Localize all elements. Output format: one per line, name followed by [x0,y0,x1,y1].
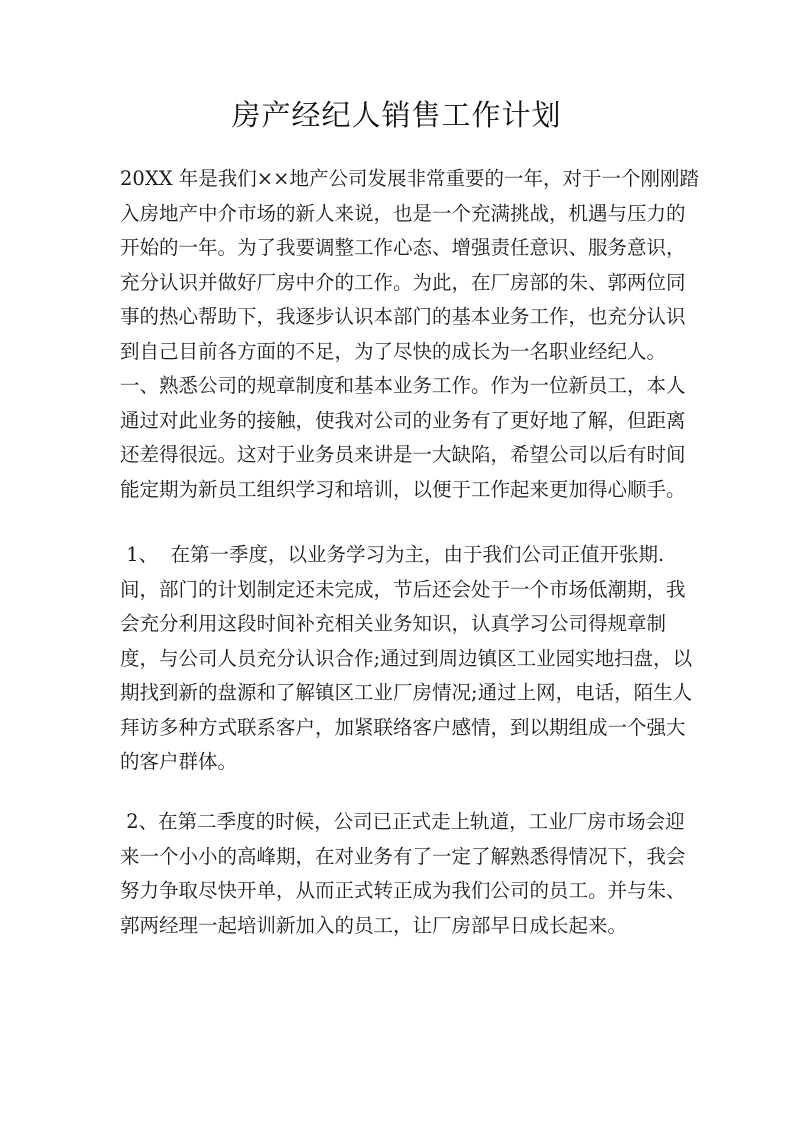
text-line: 来一个小小的高峰期，在对业务有了一定了解熟悉得情况下，我会 [120,844,686,868]
text-line: 一、熟悉公司的规章制度和基本业务工作。作为一位新员工，本人 [120,374,686,397]
text-line: 努力争取尽快开单，从而正式转正成为我们公司的员工。并与朱、 [120,879,686,902]
text-line: 会充分利用这段时间补充相关业务知识，认真学习公司得规章制 [120,612,667,635]
first-quarter-paragraph [120,538,693,780]
text-line: 度，与公司人员充分认识合作;通过到周边镇区工业园实地扫盘，以 [120,646,693,670]
text-line: 20XX 年是我们××地产公司发展非常重要的一年，对于一个刚刚踏 [120,167,699,190]
text-line: 1、 在第一季度，以业务学习为主，由于我们公司正值开张期. [120,543,665,566]
text-line: 期找到新的盘源和了解镇区工业厂房情况;通过上网，电话，陌生人 [120,681,693,704]
text-line: 间，部门的计划制定还未完成，节后还会处于一个市场低潮期，我 [120,577,686,601]
text-line: 充分认识并做好厂房中介的工作。为此，在厂房部的朱、郭两位同 [120,270,686,294]
text-line: 入房地产中介市场的新人来说，也是一个充满挑战，机遇与压力的 [120,201,686,225]
text-line: 拜访多种方式联系客户，加紧联络客户感情，到以期组成一个强大 [120,715,686,739]
text-line: 开始的一年。为了我要调整工作心态、增强责任意识、服务意识， [120,236,686,259]
document-title: 房产经纪人销售工作计划 [231,98,562,132]
intro-paragraph [120,162,699,507]
text-line: 还差得很远。这对于业务员来讲是一大缺陷，希望公司以后有时间 [120,443,686,466]
text-line: 事的热心帮助下，我逐步认识本部门的基本业务工作，也充分认识 [120,305,686,328]
text-line: 的客户群体。 [120,750,238,773]
text-line: 能定期为新员工组织学习和培训，以便于工作起来更加得心顺手。 [120,477,686,501]
text-line: 通过对此业务的接触，使我对公司的业务有了更好地了解，但距离 [120,408,686,432]
text-line: 到自己目前各方面的不足，为了尽快的成长为一名职业经纪人。 [120,339,667,363]
second-quarter-paragraph [120,805,686,943]
text-line: 2、在第二季度的时候，公司已正式走上轨道，工业厂房市场会迎 [120,810,685,833]
text-line: 郭两经理一起培训新加入的员工，让厂房部早日成长起来。 [120,913,628,937]
